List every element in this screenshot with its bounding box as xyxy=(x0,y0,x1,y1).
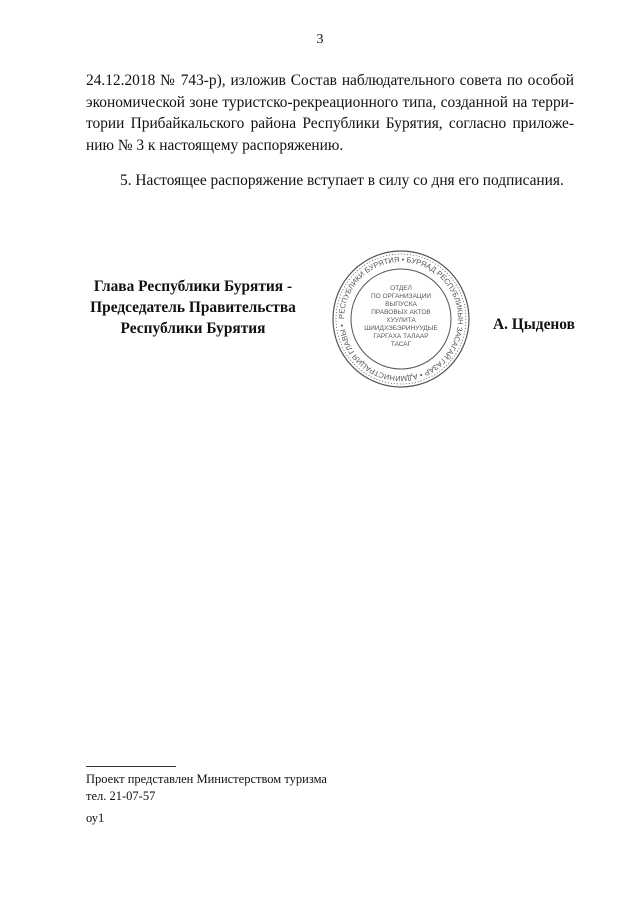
signer-title-line: Председатель Правительства xyxy=(90,299,296,316)
page-number: 3 xyxy=(316,32,324,47)
footnote-code: оу1 xyxy=(86,811,105,825)
footnote-project: Проект представлен Министерством туризма xyxy=(86,772,327,786)
seal-line: ПО ОРГАНИЗАЦИИ xyxy=(370,293,432,300)
signer-title-line: Республики Бурятия xyxy=(120,320,266,337)
signer-name: А. Цыденов xyxy=(493,316,575,333)
seal-line: ТАСАГ xyxy=(390,341,412,348)
paragraph-line: 24.12.2018 № 743-р), изложив Состав наблюдательного совета по особой xyxy=(86,72,574,89)
paragraph-line: экономической зоне туристско-рекреационного типа, созданной на терри- xyxy=(86,93,574,111)
seal-line: ХУУЛИТА xyxy=(386,317,416,324)
paragraph-line: тории Прибайкальского района Республики Бурятия, согласно приложе- xyxy=(86,115,574,132)
official-seal xyxy=(331,249,471,389)
seal-line: ШИИДХЭБЭРИНУУДЫЕ xyxy=(364,325,438,332)
signer-title-line: Глава Республики Бурятия - xyxy=(93,278,293,295)
item-5-paragraph: 5. Настоящее распоряжение вступает в силу со дня его подписания. xyxy=(120,172,564,189)
seal-line: ВЫПУСКА xyxy=(385,301,417,308)
paragraph-line: нию № 3 к настоящему распоряжению. xyxy=(86,136,344,154)
footnote-phone: тел. 21-07-57 xyxy=(86,789,156,803)
signer-title xyxy=(76,276,310,339)
footnote-divider xyxy=(86,766,176,767)
seal-ring-textpath: РЕСПУБЛИКИ БУРЯТИЯ • БУРЯАД РЕСПУБЛИКЫН ЗАСАГАЙ ГАЗАР • АДМИНИСТРАЦИЯ ГЛАВЫ • xyxy=(336,254,466,384)
seal-line: ОТДЕЛ xyxy=(390,285,412,292)
continuation-paragraph xyxy=(86,70,574,156)
seal-line: ПРАВОВЫХ АКТОВ xyxy=(371,309,431,316)
seal-line: ГАРГАХА ТАЛААР xyxy=(373,333,429,340)
